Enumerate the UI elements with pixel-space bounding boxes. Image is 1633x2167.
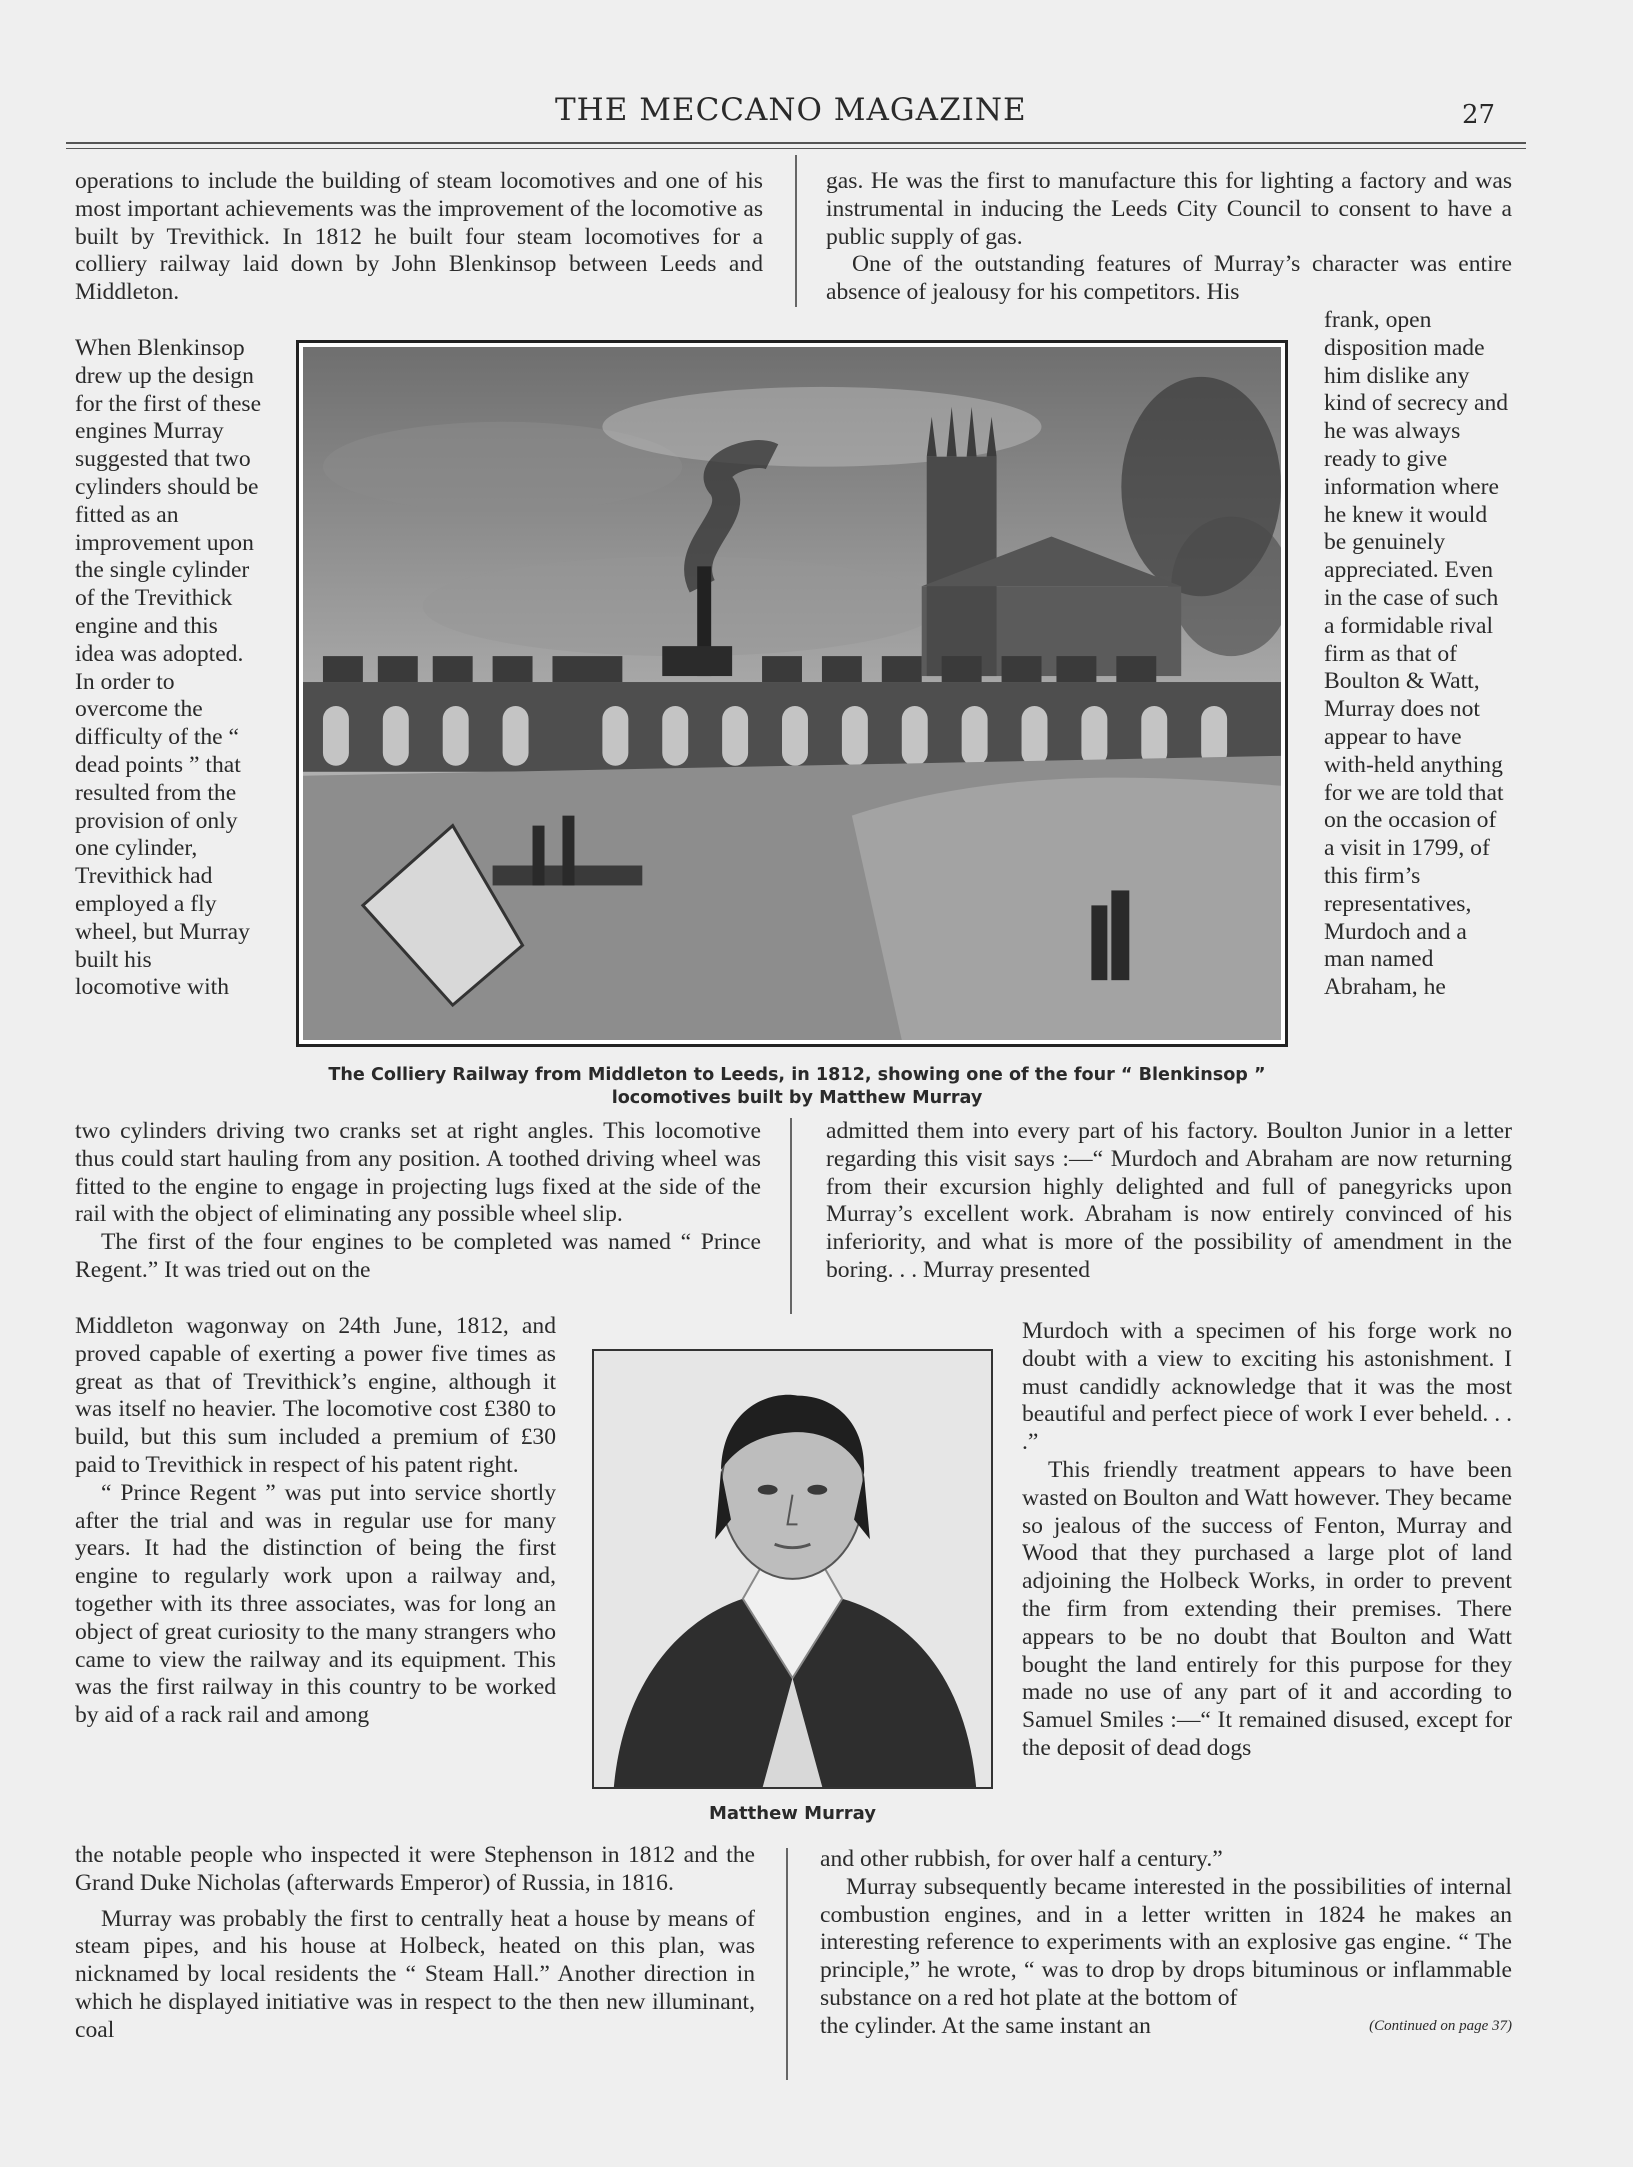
article-paragraph: and other rubbish, for over half a century.” Murray subsequently became interested in the possibilities of internal combustion engines, and in a letter written in 1824 he makes an interesting reference to experiments with an explosive gas engine. “ The principle,” he wrote, “ was to drop by drops bituminous or inflammable substance on a red hot plate at the bottom of the cylinder. At the same instant an (Continued on page 37) — [820, 1846, 1512, 2039]
article-paragraph: Murdoch with a specimen of his forge work no doubt with a view to exciting his astonishment. I must candidly acknowledge that it was the most beautiful and perfect piece of work I ever beheld. . . .” This friendly treatment appears to have been wasted on Boulton and Watt however. They became so jealous of the success of Fenton, Murray and Wood that they purchased a large plot of land adjoining the Holbeck Works, in order to prevent the firm from extending their premises. There appears to be no doubt that Boulton and Watt bought the land entirely for this purpose for they made no use of any part of it and according to Samuel Smiles :—“ It remained disused, except for the deposit of dead dogs — [1022, 1318, 1512, 1761]
column-divider — [795, 155, 797, 307]
article-paragraph: Middleton wagonway on 24th June, 1812, and proved capable of exerting a power five times as great as that of Trevithick’s engine, although it was itself no heavier. The locomotive cost £380 to build, but this sum included a premium of £30 paid to Trevithick in respect of his patent right. “ Prince Regent ” was put into service shortly after the trial and was in regular use for many years. It had the distinction of being the first engine to regularly work upon a railway and, together with its three associates, was for long an object of great curiosity to the many strangers who came to view the railway and its equipment. This was the first railway in this country to be worked by aid of a rack rail and among — [75, 1313, 556, 1729]
railway-illustration — [296, 340, 1288, 1047]
article-paragraph: admitted them into every part of his factory. Boulton Junior in a letter regarding this visit says :—“ Murdoch and Abraham are now returning from their excursion highly delighted and full of panegyricks upon Murray’s excellent work. Abraham is now entirely convinced of his inferiority, and what is more of the possibility of amendment in the boring. . . Murray presented — [826, 1118, 1512, 1283]
article-paragraph: the notable people who inspected it were Stephenson in 1812 and the Grand Duke Nicholas (afterwards Emperor) of Russia, in 1816. Murray was probably the first to centrally heat a house by means of steam pipes, and his house at Holbeck, heated on this plan, was nicknamed by local residents the “ Steam Hall.” Another direction in which he displayed initiative was in respect to the then new illuminant, coal — [75, 1842, 755, 2043]
article-paragraph: When Blenkinsop drew up the design for the first of these engines Murray suggested that two cylinders should be fitted as an improvement upon the single cylinder of the Trevithick engine and this idea was adopted. In order to overcome the difficulty of the “ dead points ” that resulted from the provision of only one cylinder, Trevithick had employed a fly wheel, but Murray built his locomotive with — [75, 335, 262, 1001]
magazine-title: THE MECCANO MAGAZINE — [555, 92, 1027, 128]
matthew-murray-portrait — [592, 1349, 993, 1789]
column-divider — [790, 1118, 792, 1314]
column-divider — [786, 1848, 788, 2080]
page-number: 27 — [1462, 100, 1496, 130]
article-paragraph: two cylinders driving two cranks set at right angles. This locomotive thus could start hauling from any position. A toothed driving wheel was fitted to the engine to engage in projecting lugs fixed at the side of the rail with the object of eliminating any possible wheel slip. The first of the four engines to be completed was named “ Prince Regent.” It was tried out on the — [75, 1118, 761, 1283]
portrait-caption: Matthew Murray — [709, 1803, 876, 1824]
figure-caption: The Colliery Railway from Middleton to Leeds, in 1812, showing one of the four “ Blenkinsop ” locomotives built by Matthew Murray — [328, 1065, 1266, 1108]
article-paragraph: operations to include the building of steam locomotives and one of his most important achievements was the improvement of the locomotive as built by Trevithick. In 1812 he built four steam locomotives for a colliery railway laid down by John Blenkinsop between Leeds and Middleton. — [75, 168, 763, 306]
article-paragraph: gas. He was the first to manufacture this for lighting a factory and was instrumental in inducing the Leeds City Council to consent to have a public supply of gas. One of the outstanding features of Murray’s character was entire absence of jealousy for his competitors. His — [826, 168, 1512, 306]
continued-note: (Continued on page 37) — [1369, 2017, 1512, 2034]
header-rule — [66, 142, 1526, 144]
header-rule-thin — [66, 148, 1526, 149]
article-paragraph: frank, open disposition made him dislike any kind of secrecy and he was always ready to give information where he knew it would be genuinely appreciated. Even in the case of such a formidable rival firm as that of Boulton & Watt, Murray does not appear to have with-held anything for we are told that on the occasion of a visit in 1799, of this firm’s representatives, Murdoch and a man named Abraham, he — [1324, 307, 1509, 1001]
